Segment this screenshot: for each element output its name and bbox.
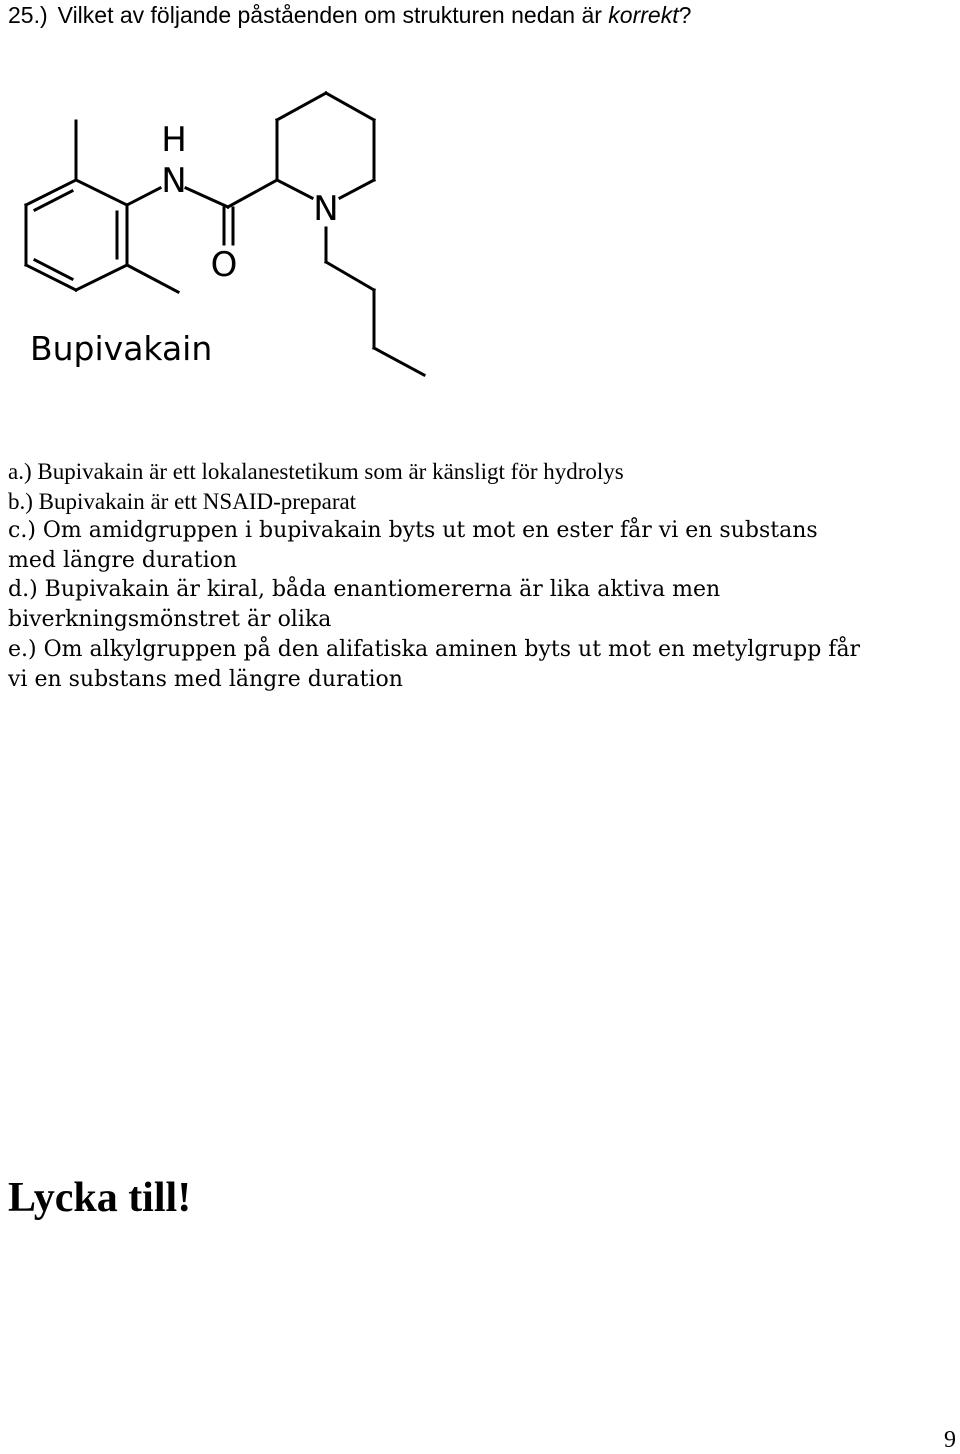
option-c [8, 516, 818, 576]
option-e-line-1: e.) Om alkylgruppen på den alifatiska aminen byts ut mot en metylgrupp får [8, 637, 861, 662]
option-d [8, 575, 720, 635]
ring-bond [76, 180, 127, 205]
closing-message: Lycka till! [8, 1175, 192, 1221]
question-number: 25.) [8, 2, 48, 28]
piperidine-bond [277, 180, 312, 198]
question-emphasis: korrekt [608, 2, 679, 28]
amide-bond [186, 188, 228, 207]
bupivacaine-structure-figure [0, 70, 440, 400]
butyl-bond [326, 262, 374, 290]
atom-label-h: H [161, 120, 187, 160]
option-e [8, 635, 860, 695]
atom-label-o: O [210, 245, 238, 285]
structure-diagram [0, 70, 440, 400]
piperidine-bond [277, 93, 326, 120]
atom-label-n-amide: N [161, 161, 187, 201]
double-bond [35, 260, 72, 279]
ring-bond [76, 265, 127, 290]
carbonyl-ring-bond [228, 180, 277, 207]
atom-label-n-ring: N [313, 189, 339, 229]
option-b: b.) Bupivakain är ett NSAID-preparat [8, 489, 357, 514]
compound-name-label: Bupivakain [30, 329, 213, 368]
option-c-line-1: c.) Om amidgruppen i bupivakain byts ut mot en ester får vi en substans [8, 518, 818, 543]
option-e-line-2: vi en substans med längre duration [8, 667, 403, 692]
butyl-bond [374, 348, 424, 375]
option-a: a.) Bupivakain är ett lokalanestetikum som är känsligt för hydrolys [8, 459, 624, 484]
methyl-bond [127, 265, 178, 292]
aryl-nitrogen-bond [127, 188, 160, 205]
option-d-line-1: d.) Bupivakain är kiral, båda enantiomererna är lika aktiva men [8, 577, 721, 602]
question-mark: ? [678, 2, 692, 28]
piperidine-bond [340, 180, 374, 198]
question-header [8, 1, 691, 29]
piperidine-bond [326, 93, 374, 120]
option-c-line-2: med längre duration [8, 548, 238, 573]
question-text: Vilket av följande påståenden om strukturen nedan är [57, 2, 602, 28]
page-number: 9 [944, 1427, 956, 1453]
option-d-line-2: biverkningsmönstret är olika [8, 607, 332, 632]
double-bond [35, 191, 72, 210]
